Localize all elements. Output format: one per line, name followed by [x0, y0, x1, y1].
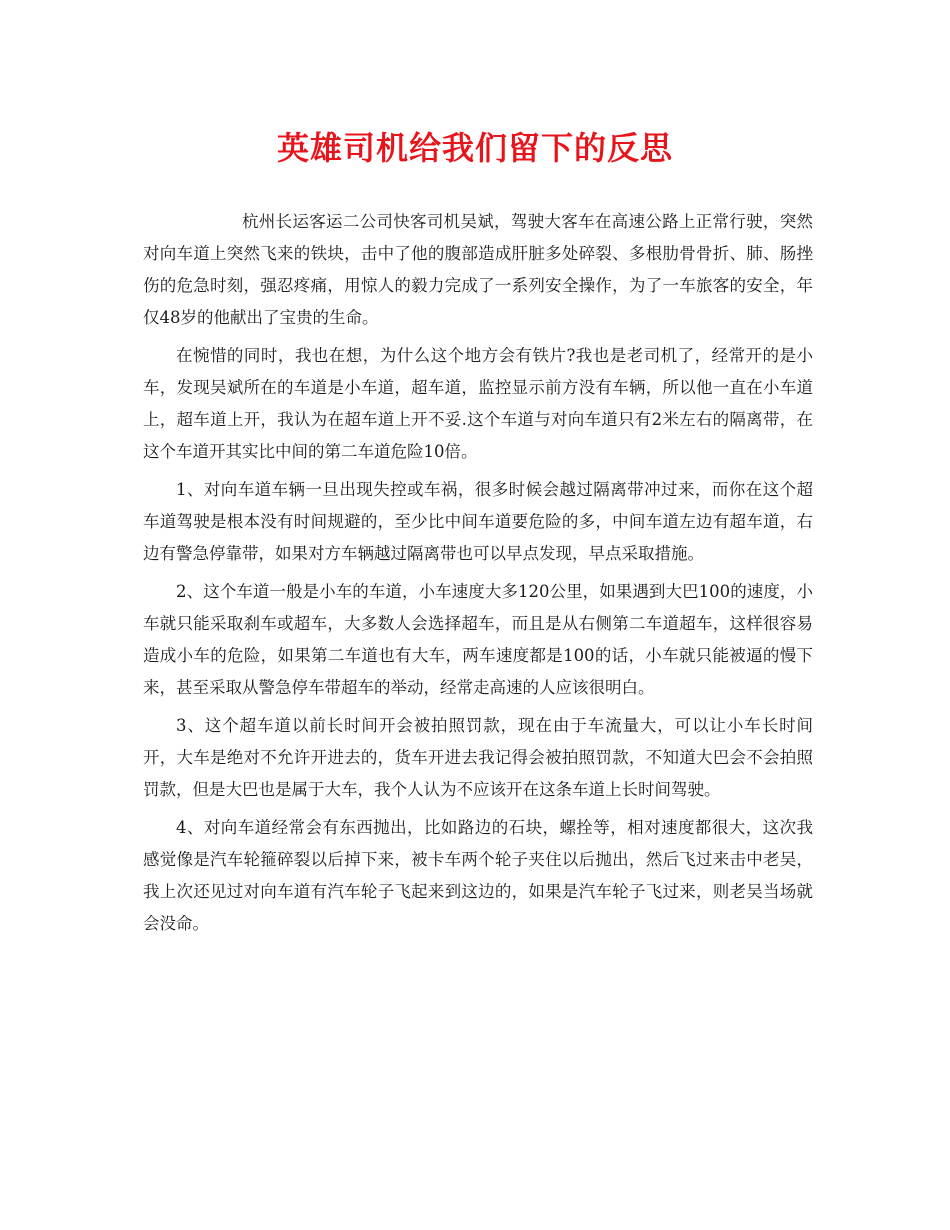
paragraph-point-4: 4、对向车道经常会有东西抛出，比如路边的石块，螺拴等，相对速度都很大，这次我感觉像是汽车轮箍碎裂以后掉下来，被卡车两个轮子夹住以后抛出，然后飞过来击中老吴，我上次还见过对向车道有汽车轮子飞起来到这边的，如果是汽车轮子飞过来，则老吴当场就会没命。	[143, 818, 813, 933]
paragraph-point-2: 2、这个车道一般是小车的车道，小车速度大多120公里，如果遇到大巴100的速度，小车就只能采取刹车或超车，大多数人会选择超车，而且是从右侧第二车道超车，这样很容易造成小车的危险，如果第二车道也有大车，两车速度都是100的话，小车就只能被逼的慢下来，甚至采取从警急停车带超车的举动，经常走高速的人应该很明白。	[143, 582, 813, 697]
paragraph-point-1: 1、对向车道车辆一旦出现失控或车祸，很多时候会越过隔离带冲过来，而你在这个超车道驾驶是根本没有时间规避的，至少比中间车道要危险的多，中间车道左边有超车道，右边有警急停靠带，如果对方车辆越过隔离带也可以早点发现，早点采取措施。	[143, 480, 813, 563]
paragraph-reflection: 在惋惜的同时，我也在想，为什么这个地方会有铁片?我也是老司机了，经常开的是小车，发现吴斌所在的车道是小车道，超车道，监控显示前方没有车辆，所以他一直在小车道上，超车道上开，我认为在超车道上开不妥.这个车道与对向车道只有2米左右的隔离带，在这个车道开其实比中间的第二车道危险10倍。	[143, 346, 813, 461]
document-body	[143, 206, 813, 946]
paragraph-point-3: 3、这个超车道以前长时间开会被拍照罚款，现在由于车流量大，可以让小车长时间开，大车是绝对不允许开进去的，货车开进去我记得会被拍照罚款，不知道大巴会不会拍照罚款，但是大巴也是属于大车，我个人认为不应该开在这条车道上长时间驾驶。	[143, 716, 813, 799]
paragraph-intro: 杭州长运客运二公司快客司机吴斌，驾驶大客车在高速公路上正常行驶，突然对向车道上突然飞来的铁块，击中了他的腹部造成肝脏多处碎裂、多根肋骨骨折、肺、肠挫伤的危急时刻，强忍疼痛，用惊人的毅力完成了一系列安全操作，为了一车旅客的安全，年仅48岁的他献出了宝贵的生命。	[143, 212, 813, 327]
document-title: 英雄司机给我们留下的反思	[276, 129, 673, 167]
